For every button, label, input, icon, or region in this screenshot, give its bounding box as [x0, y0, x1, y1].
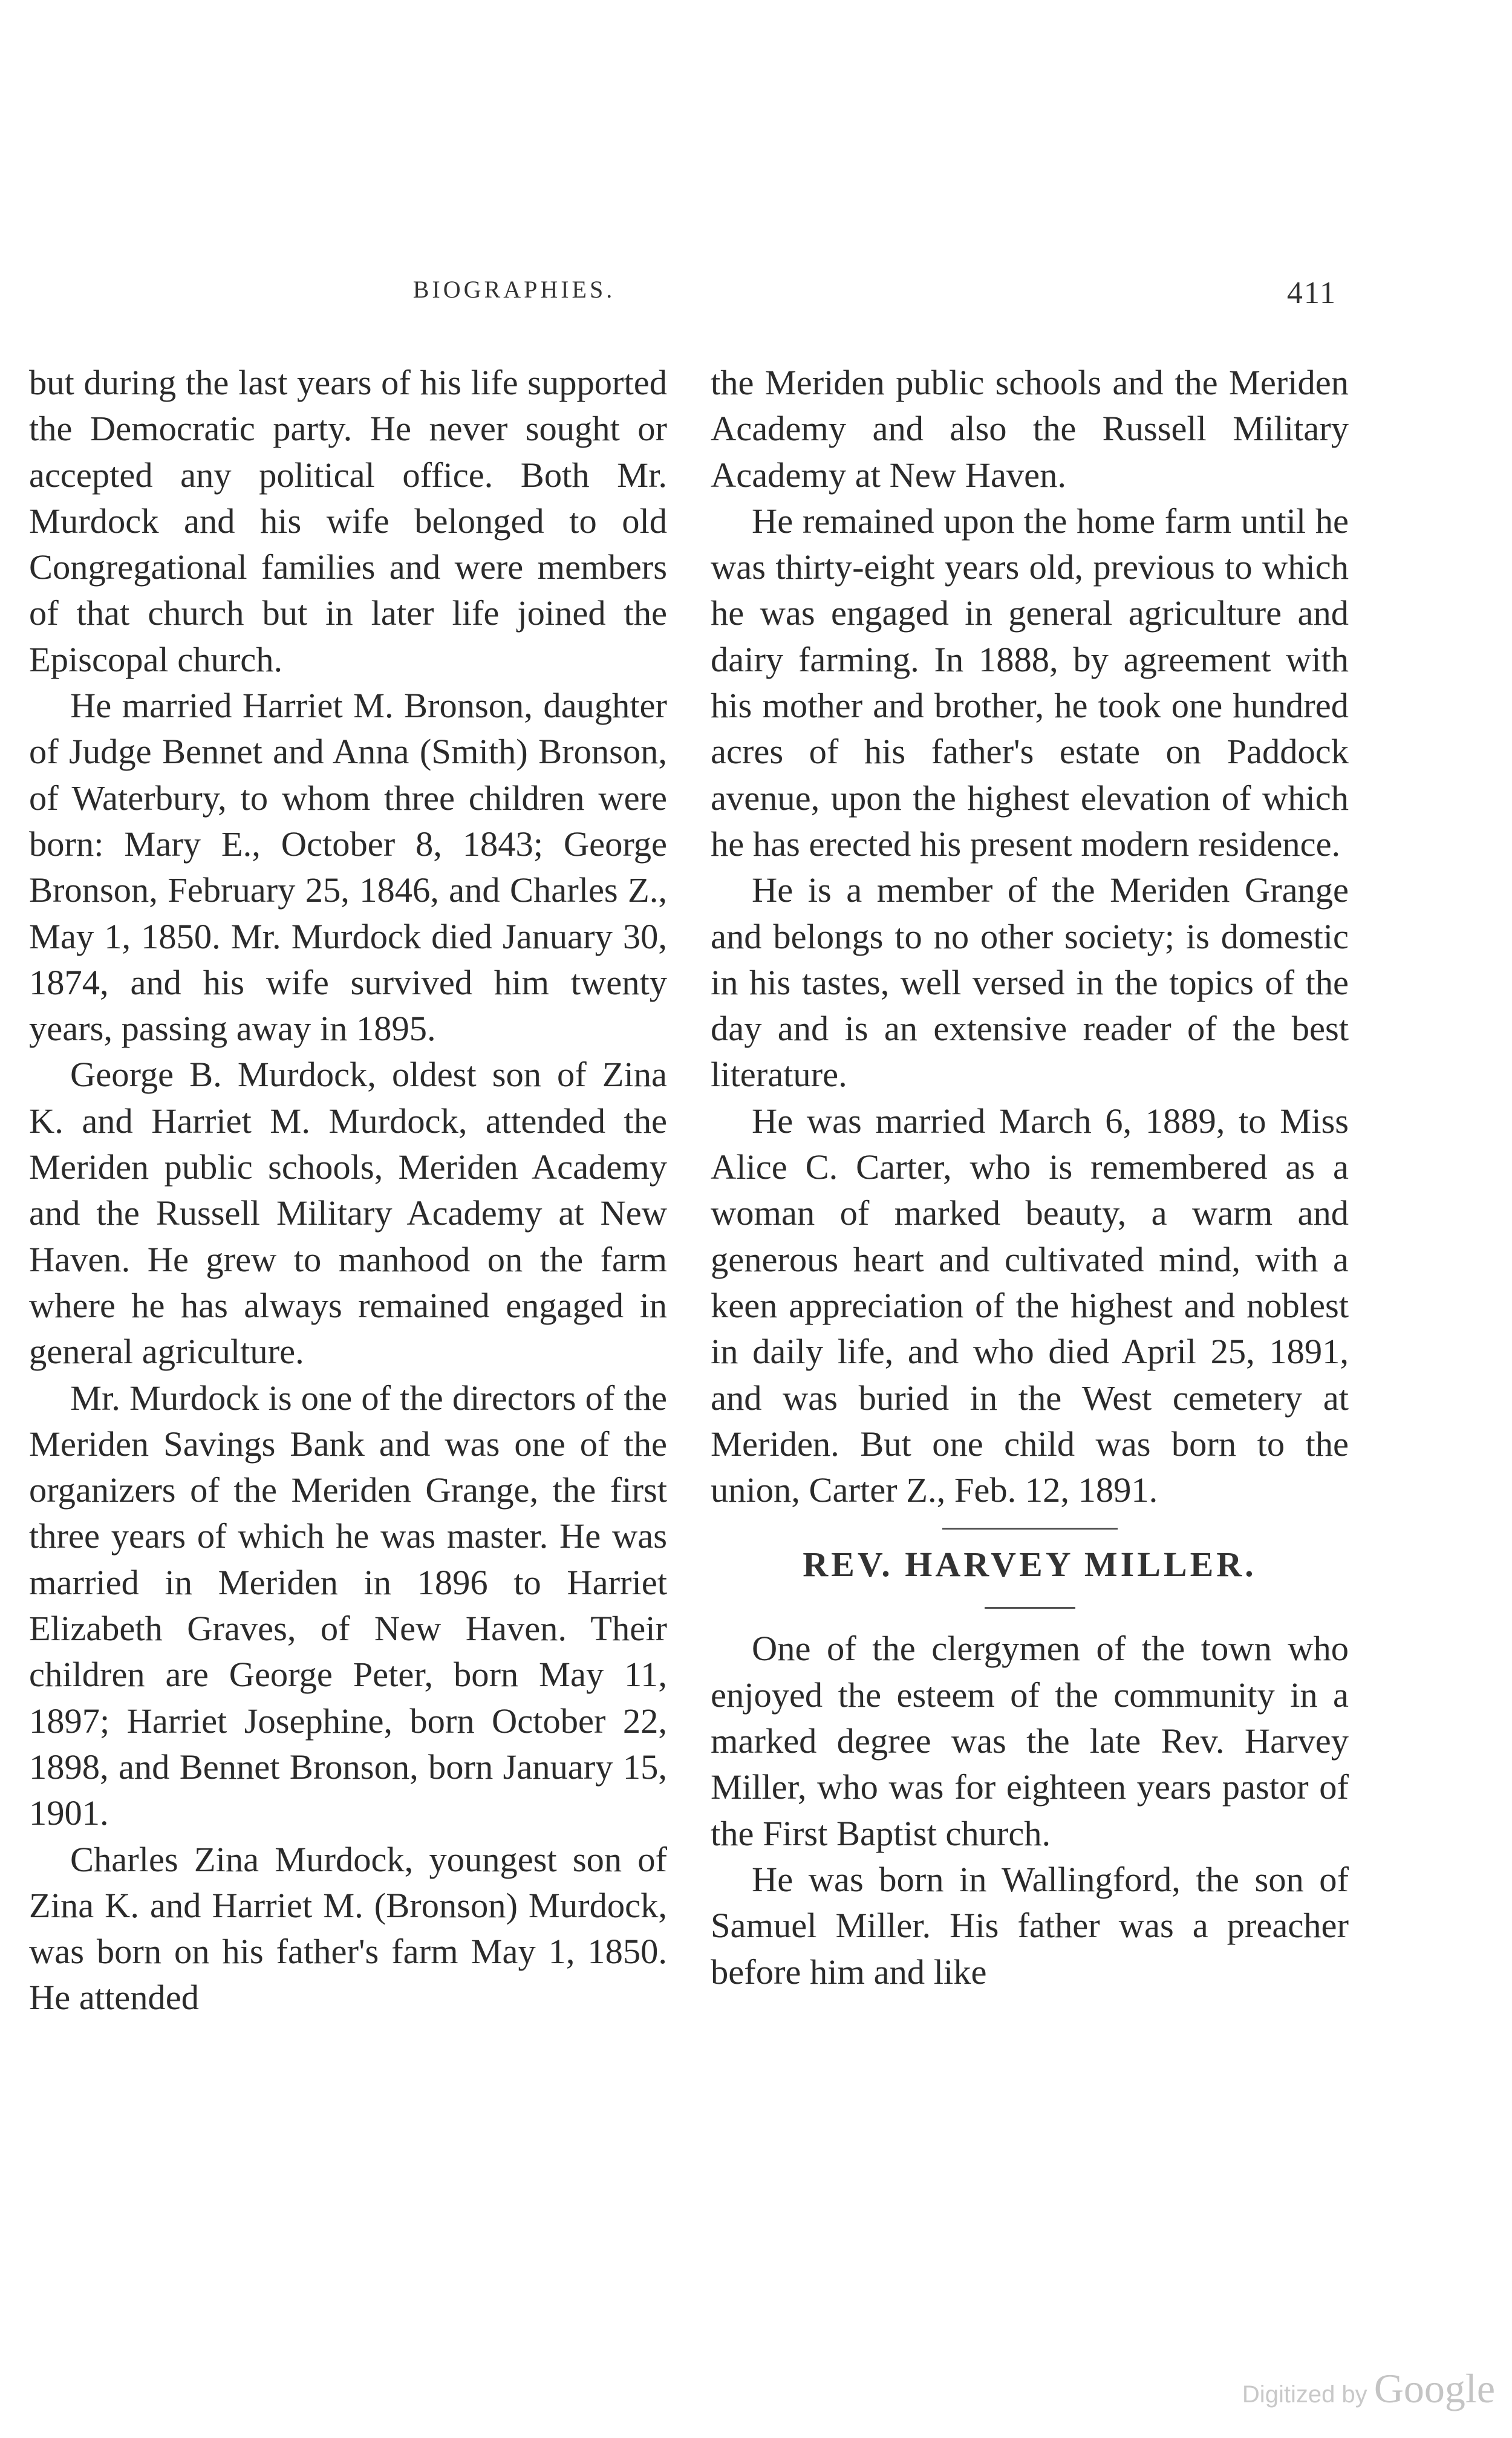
title-underline	[985, 1607, 1075, 1609]
paragraph: He is a member of the Meriden Grange and belongs to no other society; is domestic in his tastes, well versed in the topics of the day and is an extensive reader of the best literature.	[711, 870, 1349, 1095]
running-head: BIOGRAPHIES.	[412, 276, 616, 303]
paragraph: He was born in Wallingford, the son of Samuel Miller. His father was a preacher before him and like	[711, 1859, 1349, 1992]
watermark-prefix: Digitized by	[1242, 2381, 1367, 2408]
google-logo: Google	[1374, 2365, 1495, 2411]
page-header	[0, 275, 1512, 311]
paragraph: George B. Murdock, oldest son of Zina K. and Harriet M. Murdock, attended the Meriden public schools, Meriden Academy and the Russell Military Academy at New Haven. He grew to manhood on the farm where he has always remained engaged in general agriculture.	[29, 1055, 667, 1372]
section-divider	[942, 1528, 1118, 1530]
paragraph: Charles Zina Murdock, youngest son of Zina K. and Harriet M. (Bronson) Murdock, was born on his father's farm May 1, 1850. He attended	[29, 1839, 667, 2018]
left-column	[29, 360, 667, 2021]
paragraph: Mr. Murdock is one of the directors of the Meriden Savings Bank and was one of the organizers of the Meriden Grange, the first three years of which he was master. He was married in Meriden in 1896 to Harriet Elizabeth Graves, of New Haven. Their children are George Peter, born May 11, 1897; Harriet Josephine, born October 22, 1898, and Bennet Bronson, born January 15, 1901.	[29, 1378, 667, 1833]
paragraph: He remained upon the home farm until he was thirty-eight years old, previous to which he was engaged in general agriculture and dairy farming. In 1888, by agreement with his mother and brother, he took one hundred acres of his father's estate on Paddock avenue, upon the highest elevation of which he has erected his present modern residence.	[711, 501, 1349, 864]
paragraph: One of the clergymen of the town who enjoyed the esteem of the community in a marked degree was the late Rev. Harvey Miller, who was for eighteen years pastor of the First Baptist church.	[711, 1629, 1349, 1853]
page-number: 411	[1286, 276, 1337, 310]
right-column	[711, 360, 1349, 1995]
section-title: REV. HARVEY MILLER.	[803, 1545, 1257, 1585]
paragraph: the Meriden public schools and the Meriden Academy and also the Russell Military Academy at New Haven.	[711, 363, 1349, 495]
paragraph: He married Harriet M. Bronson, daughter of Judge Bennet and Anna (Smith) Bronson, of Waterbury, to whom three children were born: Mary E., October 8, 1843; George Bronson, February 25, 1846, and Charles Z., May 1, 1850. Mr. Murdock died January 30, 1874, and his wife survived him twenty years, passing away in 1895.	[29, 686, 667, 1049]
paragraph: but during the last years of his life supported the Democratic party. He never sought or accepted any political office. Both Mr. Murdock and his wife belonged to old Congregational families and were members of that church but in later life joined the Episcopal church.	[29, 363, 667, 679]
paragraph: He was married March 6, 1889, to Miss Alice C. Carter, who is remembered as a woman of marked beauty, a warm and generous heart and cultivated mind, with a keen appreciation of the highest and noblest in daily life, and who died April 25, 1891, and was buried in the West cemetery at Meriden. But one child was born to the union, Carter Z., Feb. 12, 1891.	[711, 1101, 1349, 1510]
digitized-watermark	[1242, 2365, 1495, 2413]
